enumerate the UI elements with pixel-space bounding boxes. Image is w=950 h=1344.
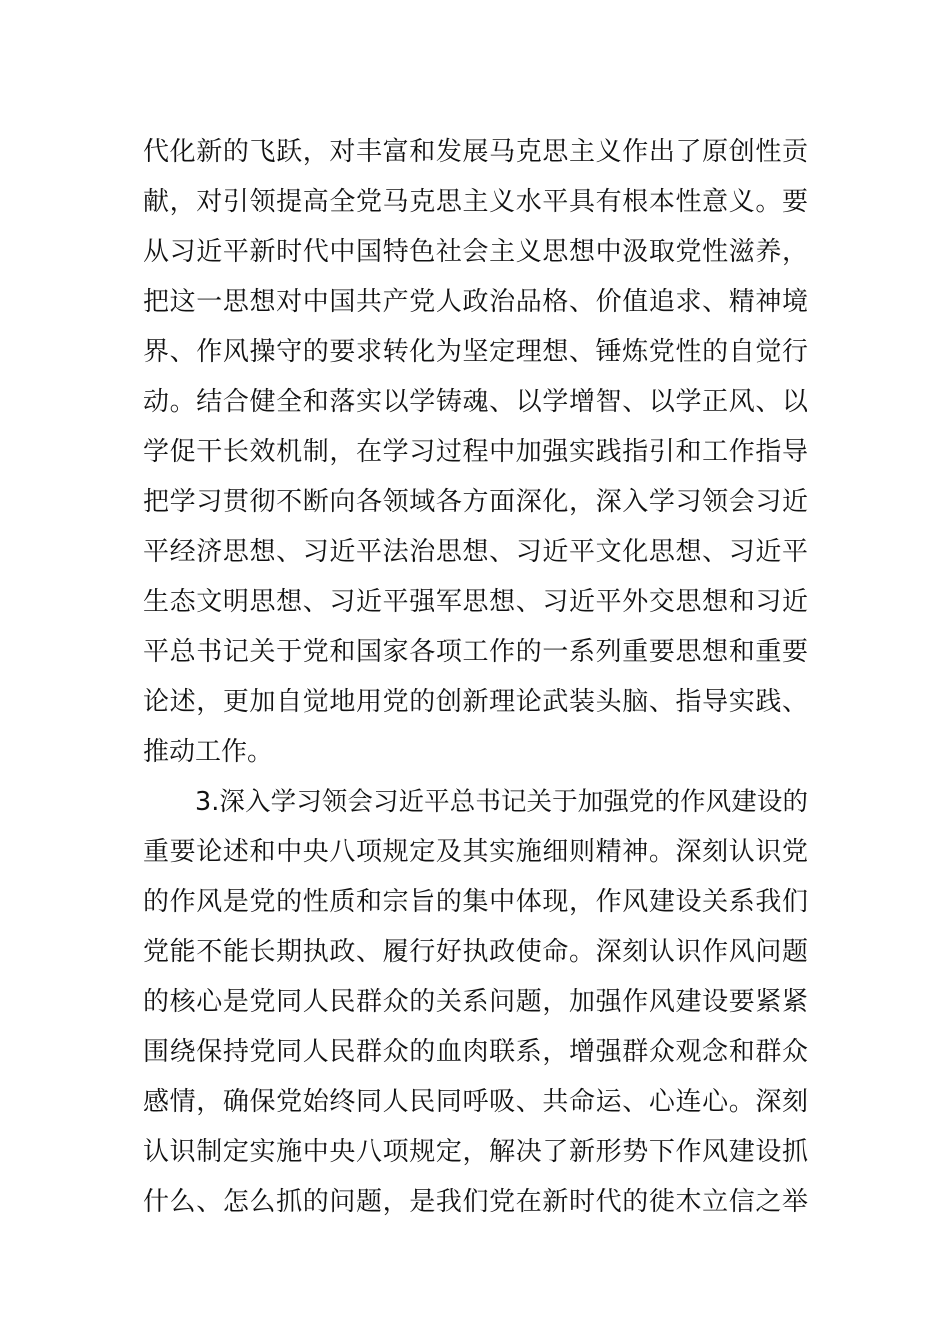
text-line: 感情，确保党始终同人民同呼吸、共命运、心连心。深刻 <box>143 1087 808 1117</box>
text-line: 重要论述和中央八项规定及其实施细则精神。深刻认识党 <box>143 837 808 867</box>
text-line: 的核心是党同人民群众的关系问题，加强作风建设要紧紧 <box>143 987 808 1017</box>
paragraph-section-3 <box>143 777 808 1227</box>
text-line: 认识制定实施中央八项规定，解决了新形势下作风建设抓 <box>143 1137 808 1167</box>
text-line: 动。结合健全和落实以学铸魂、以学增智、以学正风、以 <box>143 387 808 417</box>
text-line: 论述，更加自觉地用党的创新理论武装头脑、指导实践、 <box>143 687 808 717</box>
text-line: 围绕保持党同人民群众的血肉联系，增强群众观念和群众 <box>143 1037 808 1067</box>
text-line: 生态文明思想、习近平强军思想、习近平外交思想和习近 <box>143 587 808 617</box>
text-line: 什么、怎么抓的问题，是我们党在新时代的徙木立信之举 <box>143 1187 808 1217</box>
text-line: 从习近平新时代中国特色社会主义思想中汲取党性滋养， <box>143 237 808 267</box>
text-line: 献，对引领提高全党马克思主义水平具有根本性意义。要 <box>143 187 808 217</box>
paragraph-continuation <box>143 127 808 777</box>
text-line: 界、作风操守的要求转化为坚定理想、锤炼党性的自觉行 <box>143 337 808 367</box>
text-line: 把这一思想对中国共产党人政治品格、价值追求、精神境 <box>143 287 808 317</box>
text-line: 推动工作。 <box>143 737 274 767</box>
text-line: 代化新的飞跃，对丰富和发展马克思主义作出了原创性贡 <box>143 137 808 167</box>
text-line: 学促干长效机制，在学习过程中加强实践指引和工作指导 <box>143 437 808 467</box>
text-line: 的作风是党的性质和宗旨的集中体现，作风建设关系我们 <box>143 887 808 917</box>
text-line: 把学习贯彻不断向各领域各方面深化，深入学习领会习近 <box>143 487 808 517</box>
text-line: 党能不能长期执政、履行好执政使命。深刻认识作风问题 <box>143 937 808 967</box>
text-line-heading: 3.深入学习领会习近平总书记关于加强党的作风建设的 <box>195 787 808 817</box>
text-line: 平经济思想、习近平法治思想、习近平文化思想、习近平 <box>143 537 808 567</box>
text-line: 平总书记关于党和国家各项工作的一系列重要思想和重要 <box>143 637 808 667</box>
